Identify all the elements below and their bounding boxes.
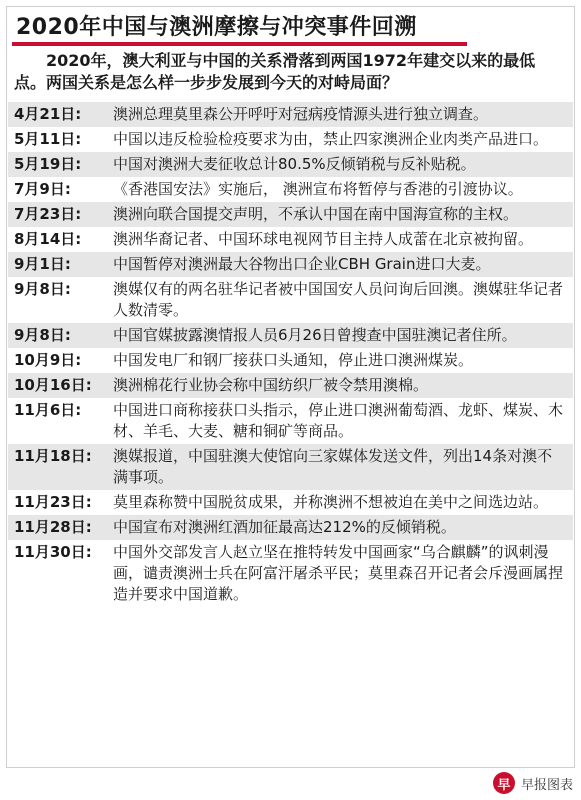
timeline-row <box>8 227 573 252</box>
timeline-row <box>8 490 573 515</box>
event-text: 中国对澳洲大麦征收总计80.5%反倾销税与反补贴税。 <box>113 155 476 173</box>
zaobao-logo-icon: 早 <box>493 772 515 794</box>
event-date: 7月23日: <box>14 205 82 223</box>
event-date: 5月11日: <box>14 130 82 148</box>
timeline-row <box>8 102 573 127</box>
event-date: 11月30日: <box>14 543 92 561</box>
event-date: 11月6日: <box>14 401 82 419</box>
event-text: 《香港国安法》实施后， 澳洲宣布将暂停与香港的引渡协议。 <box>113 180 523 198</box>
event-date: 10月9日: <box>14 351 82 369</box>
timeline-row <box>8 202 573 227</box>
event-date: 9月8日: <box>14 280 71 298</box>
timeline-row <box>8 540 573 607</box>
credit <box>493 772 573 794</box>
event-text: 中国暂停对澳洲最大谷物出口企业CBH Grain进口大麦。 <box>113 255 491 273</box>
event-text: 莫里森称赞中国脱贫成果，并称澳洲不想被迫在美中之间选边站。 <box>113 493 549 511</box>
event-text: 中国外交部发言人赵立坚在推特转发中国画家“乌合麒麟”的讽刺漫画，谴责澳洲士兵在阿富汗屠杀平民；莫里森召开记者会斥漫画属捏造并要求中国道歉。 <box>113 543 564 603</box>
event-date: 11月18日: <box>14 447 92 465</box>
event-text: 澳洲棉花行业协会称中国纺织厂被令禁用澳棉。 <box>113 376 429 394</box>
timeline-row <box>8 515 573 540</box>
timeline-row <box>8 177 573 202</box>
timeline-row <box>8 152 573 177</box>
event-text: 中国官媒披露澳情报人员6月26日曾搜查中国驻澳记者住所。 <box>113 326 517 344</box>
timeline-row <box>8 127 573 152</box>
event-text: 中国发电厂和钢厂接获口头通知，停止进口澳洲煤炭。 <box>113 351 474 369</box>
timeline-row <box>8 444 573 490</box>
timeline-list <box>8 102 573 607</box>
event-text: 中国以违反检验检疫要求为由，禁止四家澳洲企业肉类产品进口。 <box>113 130 549 148</box>
timeline-row <box>8 323 573 348</box>
timeline-row <box>8 252 573 277</box>
event-date: 5月19日: <box>14 155 82 173</box>
event-date: 10月16日: <box>14 376 92 394</box>
event-date: 7月9日: <box>14 180 71 198</box>
event-date: 8月14日: <box>14 230 82 248</box>
event-text: 澳媒仅有的两名驻华记者被中国国安人员问询后回澳。澳媒驻华记者人数清零。 <box>113 280 564 319</box>
timeline-row <box>8 373 573 398</box>
credit-label: 早报图表 <box>520 777 573 793</box>
event-date: 4月21日: <box>14 105 82 123</box>
timeline-row <box>8 398 573 444</box>
event-text: 澳洲向联合国提交声明，不承认中国在南中国海宣称的主权。 <box>113 205 519 223</box>
timeline-row <box>8 277 573 323</box>
timeline-row <box>8 348 573 373</box>
title-underline <box>12 42 467 46</box>
event-text: 中国宣布对澳洲红酒加征最高达212%的反倾销税。 <box>113 518 456 536</box>
event-text: 澳洲华裔记者、中国环球电视网节目主持人成蕾在北京被拘留。 <box>113 230 534 248</box>
intro-paragraph: 2020年，澳大利亚与中国的关系滑落到两国1972年建交以来的最低点。两国关系是怎么样一步步发展到今天的对峙局面？ <box>14 51 536 92</box>
page-title: 2020年中国与澳洲摩擦与冲突事件回溯 <box>16 15 417 40</box>
event-text: 澳洲总理莫里森公开呼吁对冠病疫情源头进行独立调查。 <box>113 105 489 123</box>
event-date: 11月28日: <box>14 518 92 536</box>
event-date: 11月23日: <box>14 493 92 511</box>
event-text: 中国进口商称接获口头指示，停止进口澳洲葡萄酒、龙虾、煤炭、木材、羊毛、大麦、糖和铜矿等商品。 <box>113 401 564 440</box>
event-text: 澳媒报道，中国驻澳大使馆向三家媒体发送文件，列出14条对澳不满事项。 <box>113 447 553 486</box>
event-date: 9月1日: <box>14 255 71 273</box>
event-date: 9月8日: <box>14 326 71 344</box>
